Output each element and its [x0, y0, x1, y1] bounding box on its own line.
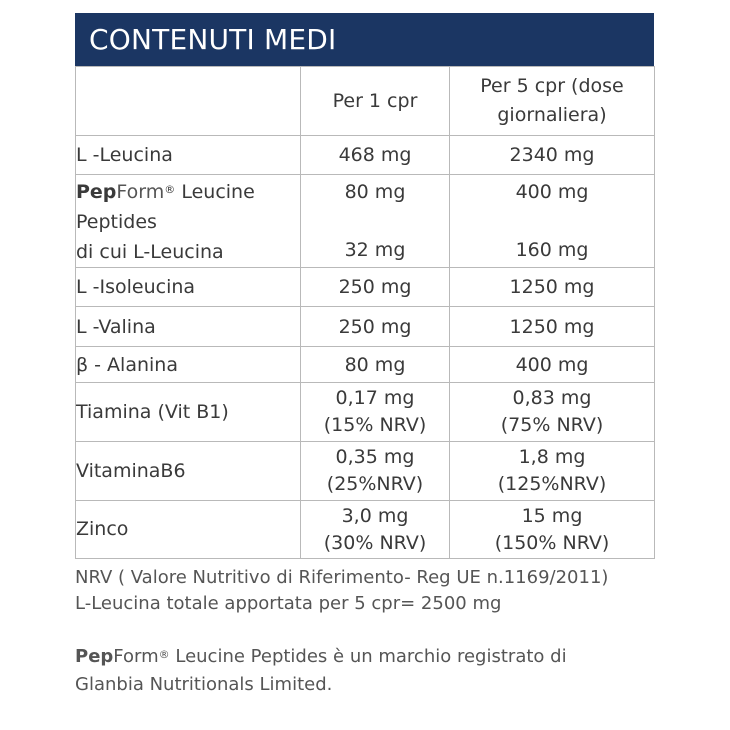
row-per1-main: 3,0 mg — [341, 504, 409, 527]
row-per5-sub: 160 mg — [515, 239, 589, 261]
row-per1-main: 0,35 mg — [335, 446, 415, 468]
table-row — [76, 501, 655, 559]
trademark-note — [75, 643, 675, 699]
row-per5-nrv: (125%NRV) — [497, 473, 607, 495]
brand-form: Form — [116, 181, 165, 203]
row-per1: 80 mg — [301, 347, 450, 383]
row-per5 — [450, 501, 655, 559]
row-name: VitaminaB6 — [76, 442, 301, 501]
row-name: L -Valina — [76, 307, 301, 347]
trademark-line2: Glanbia Nutritionals Limited. — [75, 674, 333, 695]
registered-mark: ® — [158, 648, 170, 661]
row-name: β - Alanina — [76, 347, 301, 383]
row-name: Zinco — [76, 501, 301, 559]
trademark-line1-rest: Leucine Peptides è un marchio registrato di — [169, 646, 567, 667]
registered-mark: ® — [164, 183, 176, 196]
row-per1-nrv: (25%NRV) — [326, 473, 424, 495]
table-row — [76, 175, 655, 268]
table-row — [76, 442, 655, 501]
row-per5: 2340 mg — [450, 136, 655, 175]
table-row — [76, 347, 655, 383]
row-per1-main: 0,17 mg — [335, 387, 415, 409]
row-per5 — [450, 442, 655, 501]
row-per1: 468 mg — [301, 136, 450, 175]
row-per1: 250 mg — [301, 268, 450, 307]
row-per1 — [301, 501, 450, 559]
row-name: L -Isoleucina — [76, 268, 301, 307]
row-per5-nrv: (150% NRV) — [494, 531, 610, 554]
row-per5-main: 1,8 mg — [518, 446, 586, 468]
nutrition-table — [75, 66, 655, 559]
nrv-note-line1: NRV ( Valore Nutritivo di Riferimento- Reg UE n.1169/2011) — [75, 567, 609, 588]
row-name: Tiamina (Vit B1) — [76, 383, 301, 442]
row-per5-nrv: (75% NRV) — [500, 414, 604, 436]
row-name — [76, 175, 301, 268]
panel-title: CONTENUTI MEDI — [75, 13, 654, 66]
table-row — [76, 136, 655, 175]
table-row — [76, 268, 655, 307]
header-cell-per1: Per 1 cpr — [301, 67, 450, 136]
row-per5: 1250 mg — [450, 268, 655, 307]
row-per5 — [450, 175, 655, 268]
row-per5: 1250 mg — [450, 307, 655, 347]
row-per1 — [301, 442, 450, 501]
row-name-line2: Peptides — [76, 211, 157, 233]
nrv-note-line2: L-Leucina totale apportata per 5 cpr= 2500 mg — [75, 593, 502, 614]
row-name-rest: Leucine — [175, 181, 255, 203]
row-per5: 400 mg — [450, 347, 655, 383]
row-per5 — [450, 383, 655, 442]
row-per5-main: 400 mg — [515, 181, 589, 203]
row-per1 — [301, 175, 450, 268]
header-per5-line1: Per 5 cpr (dose — [480, 75, 624, 97]
header-cell-per5 — [450, 67, 655, 136]
table-row — [76, 307, 655, 347]
row-name-line3: di cui L-Leucina — [76, 241, 224, 263]
row-per1-nrv: (30% NRV) — [323, 531, 427, 554]
row-name: L -Leucina — [76, 136, 301, 175]
row-per1 — [301, 383, 450, 442]
row-per5-main: 0,83 mg — [512, 387, 592, 409]
nutrition-panel — [75, 13, 654, 559]
table-row — [76, 383, 655, 442]
row-per1-nrv: (15% NRV) — [323, 414, 427, 436]
table-header-row — [76, 67, 655, 136]
trademark-line1 — [75, 643, 675, 671]
row-per1-sub: 32 mg — [344, 239, 406, 261]
header-per5-line2: giornaliera) — [497, 104, 607, 126]
brand-pep: Pep — [75, 646, 114, 667]
header-cell-empty — [76, 67, 301, 136]
row-per1: 250 mg — [301, 307, 450, 347]
row-per5-main: 15 mg — [521, 504, 583, 527]
nrv-notes — [75, 565, 675, 617]
row-per1-main: 80 mg — [344, 181, 406, 203]
brand-pep: Pep — [76, 181, 117, 203]
brand-form: Form — [113, 646, 159, 667]
